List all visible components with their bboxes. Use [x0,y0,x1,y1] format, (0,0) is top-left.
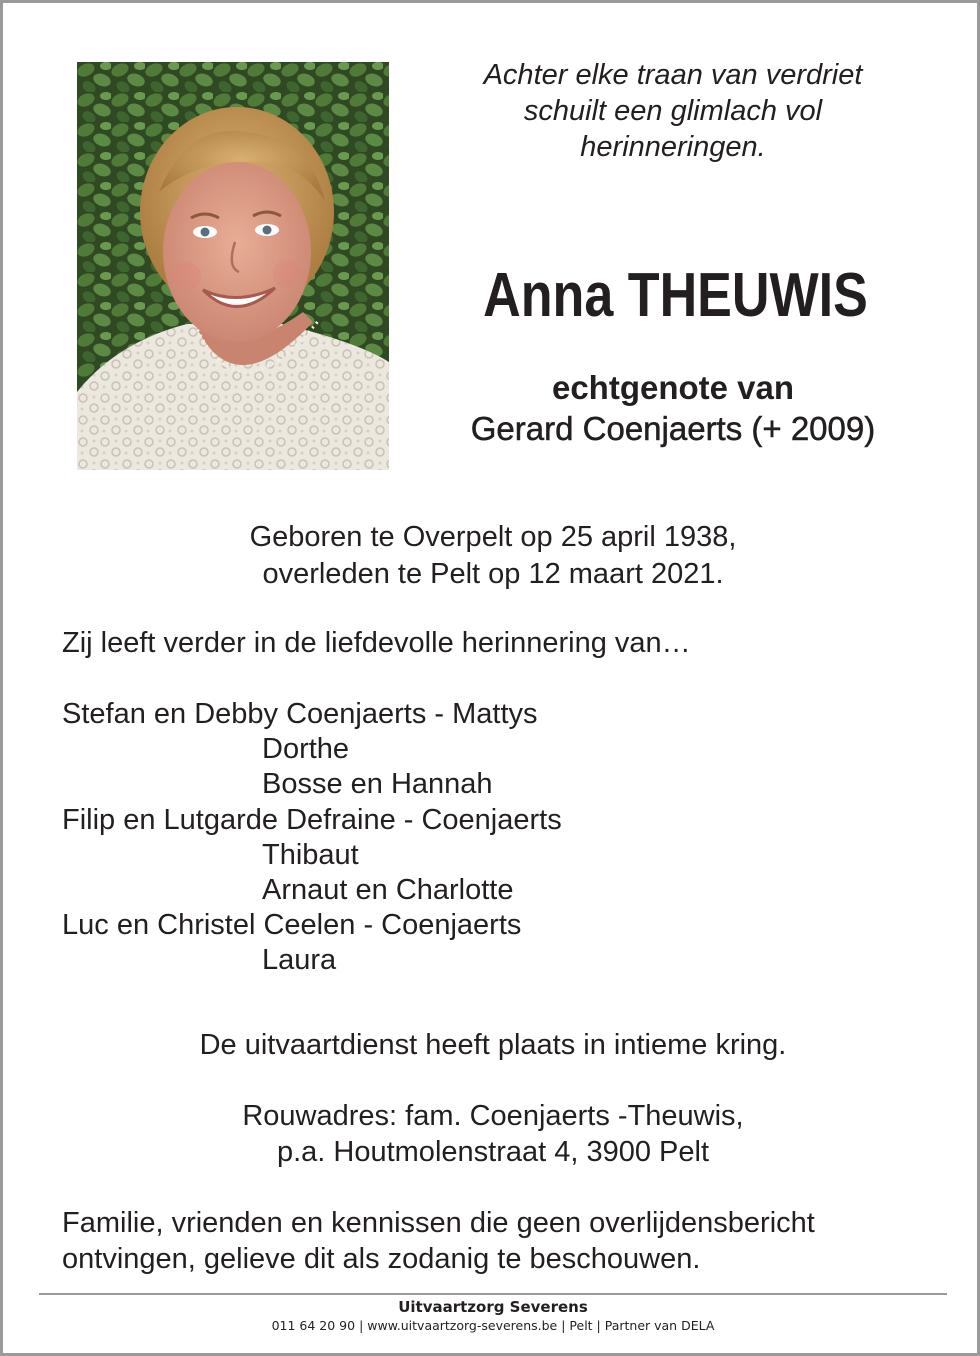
family-member-child: Laura [262,944,337,977]
death-line: overleden te Pelt op 12 maart 2021. [262,558,724,590]
memorial-quote [423,57,923,165]
quote-line: schuilt een glimlach vol [523,95,823,127]
notice-text [62,1205,815,1277]
partner-name: Gerard Coenjaerts (+ 2009) [470,410,876,447]
address-line: Rouwadres: fam. Coenjaerts -Theuwis, [242,1100,744,1132]
family-member: Luc en Christel Ceelen - Coenjaerts [62,909,522,942]
quote-line: herinneringen. [580,131,766,163]
family-member-child: Dorthe [262,733,350,766]
funeral-home-contact: 011 64 20 90 | www.uitvaartzorg-severens.be | Pelt | Partner van DELA [271,1318,715,1333]
deceased-name: Anna THEUWIS [483,261,868,330]
funeral-home-name: Uitvaartzorg Severens [398,1298,588,1316]
spouse-block [413,367,933,449]
notice-line: ontvingen, gelieve dit als zodanig te beschouwen. [62,1243,701,1275]
remembrance-intro: Zij leeft verder in de liefdevolle herinnering van… [62,627,691,659]
birth-line: Geboren te Overpelt op 25 april 1938, [249,521,737,553]
notice-line: Familie, vrienden en kennissen die geen overlijdensbericht [62,1207,815,1239]
portrait-illustration [77,62,389,470]
family-member: Filip en Lutgarde Defraine - Coenjaerts [62,803,562,836]
address-line: p.a. Houtmolenstraat 4, 3900 Pelt [276,1136,710,1168]
relation-label: echtgenote van [551,369,795,406]
family-member-child: Bosse en Hannah [262,768,493,801]
mourning-address [3,1098,980,1170]
family-member-child: Arnaut en Charlotte [262,874,514,907]
family-list [62,697,562,979]
family-member-child: Thibaut [262,838,359,871]
quote-line: Achter elke traan van verdriet [483,59,863,91]
family-member: Stefan en Debby Coenjaerts - Mattys [62,698,538,730]
life-dates [3,519,980,593]
portrait-photo [77,62,389,470]
footer-divider [39,1293,947,1295]
service-note: De uitvaartdienst heeft plaats in intieme kring. [199,1029,787,1061]
